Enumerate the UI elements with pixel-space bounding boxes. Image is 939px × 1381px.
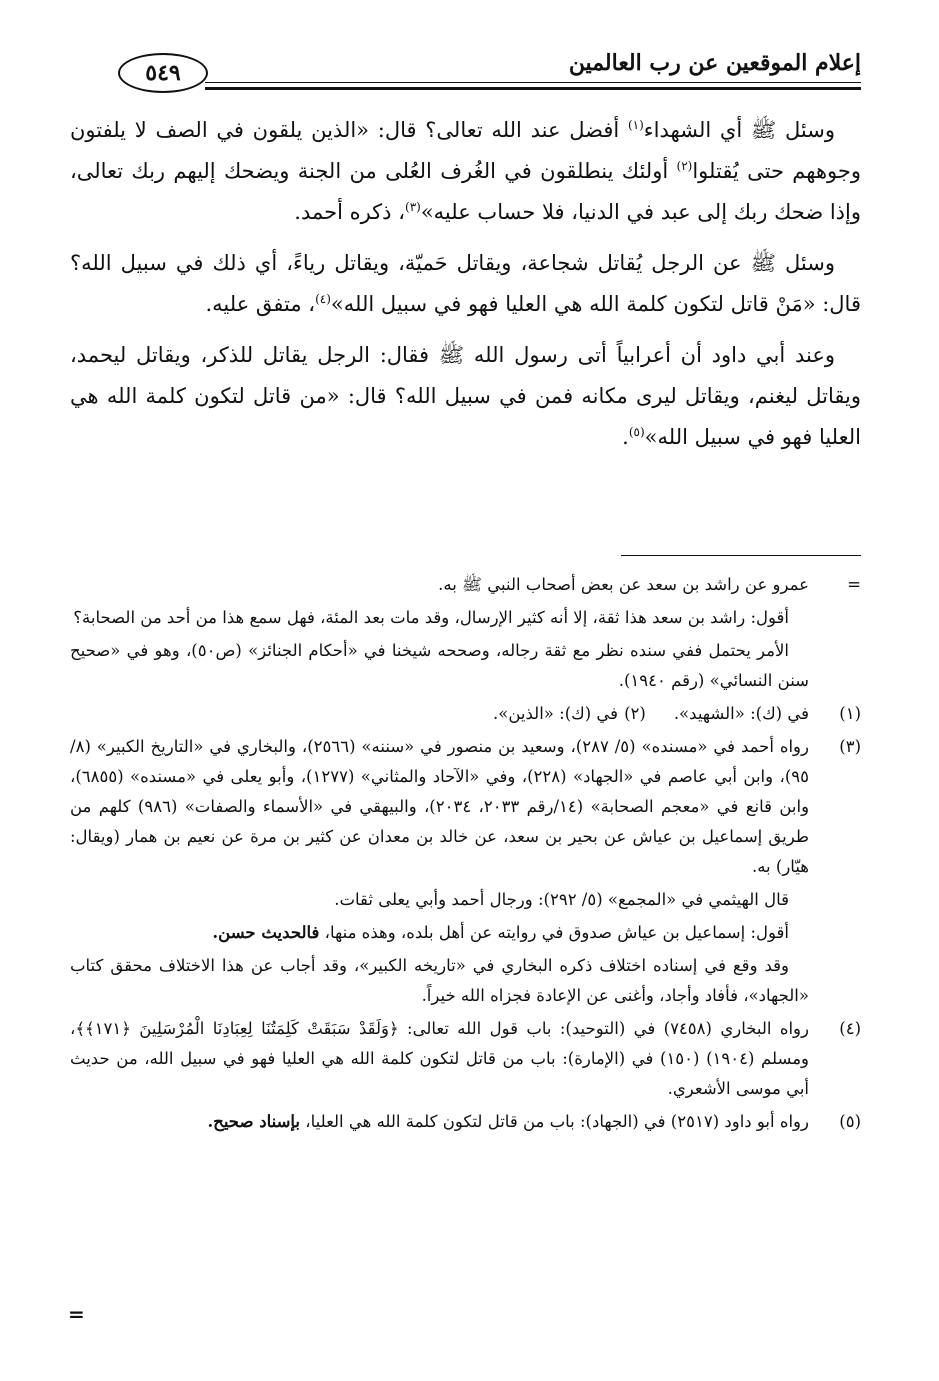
footnote-paragraph: أقول: راشد بن سعد هذا ثقة، إلا أنه كثير الإرسال، وقد مات بعد المئة، فهل سمع هذا من أحد من الصحابة؟: [73, 608, 789, 627]
footnote-ref: (١): [627, 118, 644, 132]
footnote-marker: (٤): [839, 1019, 861, 1038]
continuation-marker: =: [847, 575, 861, 594]
footnote-paragraph: الأمر يحتمل ففي سنده نظر مع ثقة رجاله، وصححه شيخنا في «أحكام الجنائز» (ص٥٠)، وهو في «صحيح سنن النسائي» (رقم ١٩٤٠).: [70, 641, 809, 690]
footnote-1-2: [70, 699, 861, 729]
footnote-ref: (٤): [315, 292, 331, 306]
footnote-3: [70, 732, 861, 882]
footnote-text: عمرو عن راشد بن سعد عن بعض أصحاب النبي ﷺ به.: [438, 575, 809, 594]
main-text: [70, 110, 861, 468]
continuation-end-marker: =: [68, 1302, 85, 1326]
text-run: ، متفق عليه.: [205, 292, 316, 316]
footnote-ref: (٣): [405, 200, 421, 214]
text-run: أفضل عند الله تعالى؟ قال: «الذين يلقون في الصف لا يلفتون وجوههم حتى يُقتلوا: [70, 118, 861, 183]
footnote-continuation: [70, 570, 861, 600]
footnote-4: [70, 1014, 861, 1104]
verdict-text: بإسناد صحيح.: [207, 1112, 301, 1131]
footnotes: [70, 570, 861, 1140]
footnote-text: في (ك): «الشهيد».: [673, 704, 809, 723]
footnote-5: [70, 1107, 861, 1137]
footnote-paragraph: [70, 918, 861, 948]
footnote-separator: [621, 555, 861, 556]
footnote-text: رواه البخاري (٧٤٥٨) في (التوحيد): باب قول الله تعالى: ﴿وَلَقَدْ سَبَقَتْ كَلِمَتُنَا لِعِبَادِنَا الْمُرْسَلِينَ ﴿١٧١﴾﴾، ومسلم (١٩٠٤) (١٥٠) في (الإمارة): باب من قاتل لتكون كلمة الله هي العليا فهو في سبيل الله، من حديث أبي موسى الأشعري.: [70, 1019, 810, 1098]
text-run: أقول: إسماعيل بن عياش صدوق في روايته عن أهل بلده، وهذه منها،: [319, 923, 789, 942]
text-run: أولئك ينطلقون في الغُرف العُلى من الجنة ويضحك إليهم ربك تعالى، وإذا ضحك ربك إلى عبد في الدنيا، فلا حساب عليه»: [70, 159, 861, 224]
footnote-text: في (ك): «الذين».: [493, 704, 619, 723]
footnote-paragraph: قال الهيثمي في «المجمع» (٥/ ٢٩٢): ورجال أحمد وأبي يعلى ثقات.: [334, 890, 789, 909]
footnote-paragraph: وقد وقع في إسناده اختلاف ذكره البخاري في «تاريخه الكبير»، وقد أجاب عن هذا الاختلاف محقق كتاب «الجهاد»، فأفاد وأجاد، وأغنى عن الإعادة فجزاه الله خيراً.: [70, 956, 809, 1005]
verdict-text: فالحديث حسن.: [212, 923, 320, 942]
paragraph-1: [70, 110, 861, 233]
footnote-marker: (١): [839, 704, 861, 723]
text-run: .: [622, 425, 629, 449]
text-run: ، ذكره أحمد.: [294, 200, 405, 224]
running-header-title: إعلام الموقعين عن رب العالمين: [568, 50, 861, 76]
footnote-ref: (٢): [676, 159, 693, 173]
text-run: وسئل ﷺ عن الرجل يُقاتل شجاعة، ويقاتل حَميّة، ويقاتل رياءً، أي ذلك في سبيل الله؟ قال: «مَنْ قاتل لتكون كلمة الله هي العليا فهو في سبيل الله»: [70, 251, 861, 316]
footnote-marker: (٣): [839, 737, 861, 756]
footnote-ref: (٥): [628, 425, 645, 439]
footnote-text: رواه أحمد في «مسنده» (٥/ ٢٨٧)، وسعيد بن منصور في «سننه» (٢٥٦٦)، والبخاري في «التاريخ الكبير» (٨/ ٩٥)، وابن أبي عاصم في «الجهاد» (٢٢٨)، وفي «الآحاد والمثاني» (١٢٧٧)، وأبو يعلى في «مسنده» (٦٨٥٥)، وابن قانع في «معجم الصحابة» (١٤/رقم ٢٠٣٣، ٢٠٣٤)، والبيهقي في «الأسماء والصفات» (٩٨٦) كلهم من طريق إسماعيل بن عياش عن بحير بن سعد، عن خالد بن معدان عن كثير بن مرة عن نعيم بن همار (ويقال: هيّار) به.: [70, 737, 810, 876]
text-run: وعند أبي داود أن أعرابياً أتى رسول الله ﷺ فقال: الرجل يقاتل للذكر، ويقاتل ليحمد، ويقاتل ليغنم، ويقاتل ليرى مكانه فمن في سبيل الله؟ قال: «من قاتل لتكون كلمة الله هي العليا فهو في سبيل الله»: [70, 343, 861, 449]
paragraph-3: [70, 335, 861, 458]
header-rule: [205, 82, 861, 83]
footnote-marker: (٥): [839, 1112, 861, 1131]
page-number-badge: ٥٤٩: [118, 53, 208, 93]
header-rule-thick: [205, 87, 861, 90]
text-run: وسئل ﷺ أي الشهداء: [643, 118, 835, 142]
footnote-marker: (٢): [624, 704, 646, 723]
paragraph-2: [70, 243, 861, 325]
footnote-text: رواه أبو داود (٢٥١٧) في (الجهاد): باب من قاتل لتكون كلمة الله هي العليا،: [300, 1112, 809, 1131]
